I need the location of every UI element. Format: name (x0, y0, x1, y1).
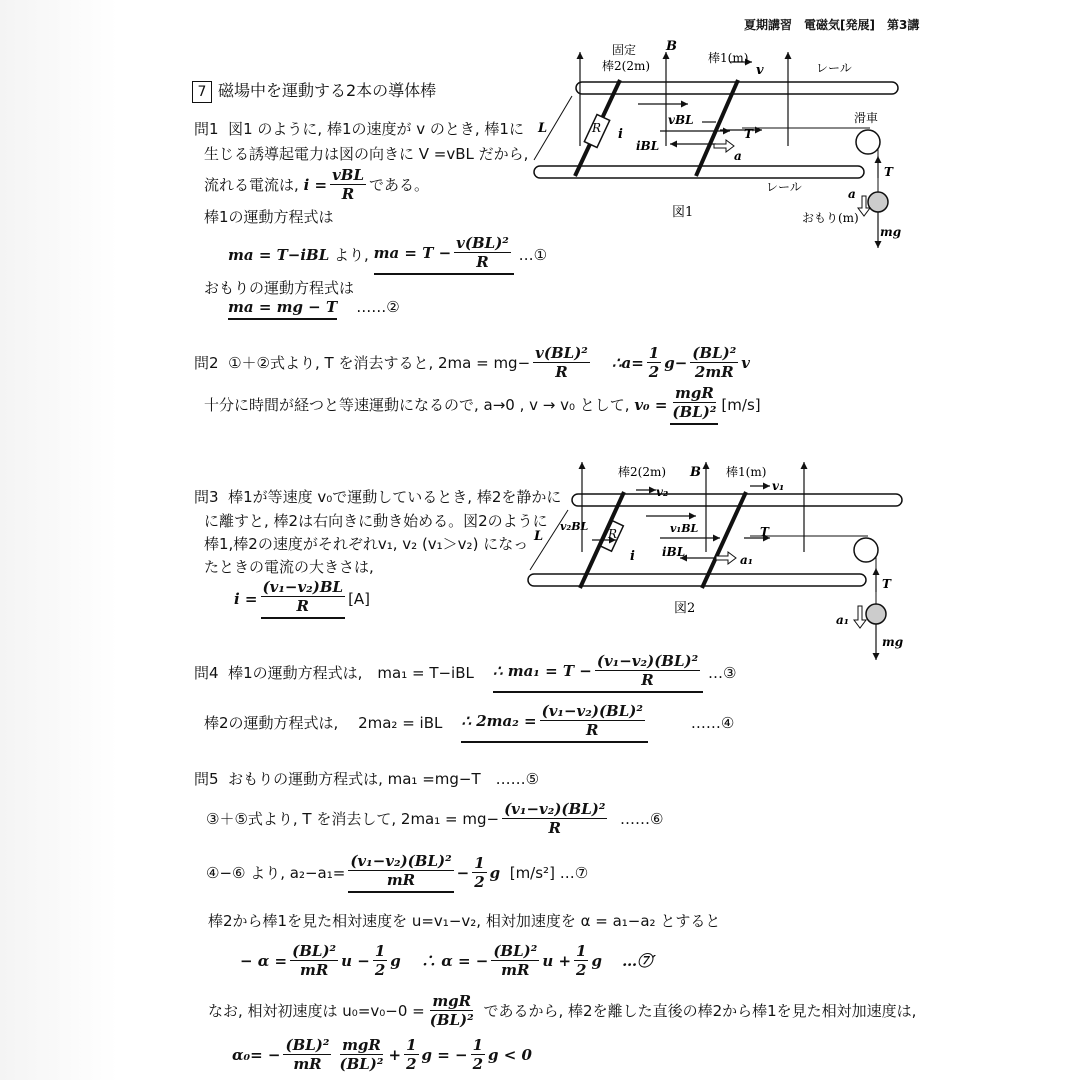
section-title-text: 磁場中を運動する2本の導体棒 (218, 81, 437, 100)
q2-text2: ∴a= (611, 353, 644, 372)
q5-line5 (240, 942, 656, 979)
q2-unit: [m/s] (721, 395, 761, 414)
section-title (192, 78, 436, 103)
figure-2 (520, 456, 920, 666)
q2-f3-den: 2mR (694, 363, 734, 381)
fig1-iBL-label: iBL (636, 139, 660, 153)
q3-current (234, 578, 370, 619)
q1-i-eq: i = (303, 175, 328, 194)
q2-line1 (194, 344, 750, 381)
fig1-vBL-label: vBL (668, 113, 694, 127)
q5-line5-b: u − (341, 951, 370, 970)
q5-line5-a: − α = (240, 951, 288, 970)
q2-f3-num: (BL)² (692, 344, 737, 362)
fig2-L-label: L (534, 529, 544, 544)
q5-line3 (206, 852, 588, 893)
q3-unit: [A] (348, 589, 371, 608)
fig1-T-label: T (744, 127, 753, 141)
q1-eom1-num: v(BL)² (456, 234, 509, 252)
fig1-fixed-label: 固定 (612, 43, 637, 57)
fig2-T2-label: T (882, 577, 891, 591)
q5-line4: 棒2から棒1を見た相対速度を u=v₁−v₂, 相対加速度を α = a₁−a₂ とすると (208, 912, 721, 930)
fig2-iBL-label: iBL (662, 545, 686, 559)
fig1-a-arrow (714, 140, 734, 152)
fig1-weight (868, 192, 888, 212)
q5-f3-den: mR (386, 871, 416, 889)
q5-f3-num: (v₁−v₂)(BL)² (350, 852, 452, 870)
q4-f1-num: (v₁−v₂)(BL)² (596, 652, 699, 670)
q4-line1-text: 棒1の運動方程式は, ma₁ = T−iBL (228, 664, 474, 682)
q5-line7-a: α₀= − (232, 1045, 281, 1064)
q5-f5d-num: 1 (576, 942, 587, 960)
q5-line5-c: g ∴ α = − (390, 952, 489, 970)
q5-tag3: …⑦ (559, 863, 589, 882)
q4-tag2: ……④ (690, 713, 735, 732)
q3-line3: たときの電流の大きさは, (204, 558, 374, 576)
q5-f7b-den: (BL)² (339, 1055, 384, 1073)
fig2-a1-label: a₁ (740, 553, 754, 567)
q5-line3-g: g (489, 863, 501, 882)
fig2-T-label: T (760, 525, 769, 539)
q4-result2 (461, 702, 647, 743)
q1-eom2-tag: ……② (356, 298, 400, 316)
q4-line2-text: 棒2の運動方程式は, 2ma₂ = iBL (204, 714, 443, 732)
fig2-v1-label: v₁ (772, 479, 785, 493)
q1-i-den: R (341, 185, 355, 203)
q4-label: 問4 (194, 664, 219, 682)
fig1-pulley-label: 滑車 (854, 111, 879, 125)
fig2-v2BL-label: v₂BL (560, 520, 589, 533)
q1-current (204, 166, 429, 203)
q5-f6-den: (BL)² (429, 1011, 474, 1029)
fig1-mg-label: mg (880, 225, 902, 239)
q5-f2-num: (v₁−v₂)(BL)² (504, 800, 606, 818)
q4-tag1: …③ (707, 663, 737, 682)
q4-f2-num: (v₁−v₂)(BL)² (541, 702, 643, 720)
q1-eom1-title: 棒1の運動方程式は (204, 208, 334, 226)
q2-f2-num: 1 (648, 344, 660, 362)
q1-eom2-eq: ma = mg − T (228, 298, 337, 320)
q2-v0-den: (BL)² (672, 403, 717, 421)
fig2-pulley (854, 538, 878, 562)
q5-f5-num: (BL)² (292, 942, 337, 960)
q5-f5b-den: 2 (374, 961, 386, 979)
q5-line3-unit: [m/s²] (509, 863, 555, 882)
q5-f7d-den: 2 (472, 1055, 484, 1073)
section-number: 7 (192, 81, 212, 103)
fig2-weight (866, 604, 886, 624)
q5-f7b-num: mgR (342, 1036, 381, 1054)
fig1-rod1-label: 棒1(m) (708, 51, 749, 65)
q1-label: 問1 (194, 120, 219, 138)
q5-f3b-den: 2 (474, 873, 485, 891)
q5-line6-a: なお, 相対初速度は u₀=v₀−0 = (208, 1002, 425, 1020)
fig2-v2-label: v₂ (656, 485, 669, 499)
q3-i-eq: i = (234, 589, 258, 608)
fig1-a2-label: a (848, 187, 856, 201)
q5-line2 (206, 800, 663, 837)
q1-i-num: vBL (332, 166, 365, 184)
q5-f6-num: mgR (432, 992, 472, 1010)
q5-f7a-num: (BL)² (285, 1036, 330, 1054)
q3-line2: 棒1,棒2の速度がそれぞれv₁, v₂ (v₁＞v₂) になっ (204, 535, 529, 553)
q1-line3-post: である。 (369, 176, 430, 194)
figure-1 (520, 36, 920, 256)
q5-f5d-den: 2 (576, 961, 587, 979)
fig1-rod2-label: 棒2(2m) (602, 59, 651, 73)
q2-label: 問2 (194, 354, 219, 372)
fig1-a-label: a (734, 149, 742, 163)
fig2-B-label: B (690, 465, 701, 480)
fig2-a1w-label: a₁ (836, 613, 850, 627)
page-edge-shadow (0, 0, 118, 1080)
fig1-L-label: L (538, 121, 548, 136)
q1-eom1-den: R (476, 253, 489, 271)
q2-v0-eq: v₀ = (634, 395, 668, 414)
fig1-rail-bottom-label: レール (766, 180, 802, 194)
fig1-pulley (856, 130, 880, 154)
q5-line5-d: u + (542, 951, 572, 970)
q2-text1: ①＋②式より, T を消去すると, 2ma = mg− (228, 354, 531, 372)
q3-line1 (194, 486, 561, 507)
q2-text3: g− (664, 353, 688, 372)
fig2-mg-label: mg (882, 635, 904, 649)
q3-line1b: に離すと, 棒2は右向きに動き始める。図2のように (204, 512, 548, 530)
q4-line1-res: ∴ ma₁ = T − (492, 661, 592, 680)
q1-eom1-a: ma = T−iBL (228, 245, 330, 264)
q5-line1 (194, 768, 539, 789)
q2-v0-num: mgR (675, 384, 714, 402)
q2-line2-text: 十分に時間が経つと等速運動になるので, a→0 , v → v₀ として, (204, 396, 630, 414)
q5-f5c-den: mR (501, 961, 530, 979)
q5-line6-b: であるから, 棒2を離した直後の棒2から棒1を見た相対加速度は, (483, 1002, 917, 1020)
fig1-v-label: v (756, 63, 764, 78)
q5-f7c-den: 2 (406, 1055, 417, 1073)
q4-line2-res: ∴ 2ma₂ = (461, 711, 537, 730)
q4-f1-den: R (641, 671, 654, 689)
q4-f2-den: R (586, 721, 599, 739)
fig1-T2-label: T (884, 165, 893, 179)
q1-eom1-yori: より, (334, 246, 369, 264)
fig2-R-label: R (608, 527, 618, 541)
q1-eom1-b: ma = T − (373, 243, 452, 262)
q2-f2-den: 2 (648, 363, 660, 381)
q5-tag2: ……⑥ (619, 809, 664, 828)
fig1-B-label: B (666, 39, 677, 54)
q5-line7-c: g = − (421, 1045, 468, 1064)
fig1-i-label: i (618, 127, 623, 142)
q2-text4: v (741, 353, 751, 372)
q5-f5-den: mR (299, 961, 329, 979)
q1-eom1-underlined (374, 234, 514, 275)
q5-line3-mid: − (456, 863, 470, 882)
q5-f7c-num: 1 (406, 1036, 417, 1054)
q3-i-den: R (296, 597, 310, 615)
q4-line2 (204, 702, 734, 743)
fig2-i-label: i (630, 549, 635, 564)
q5-f7d-num: 1 (472, 1036, 484, 1054)
fig2-caption: 図2 (674, 601, 696, 616)
q5-line6 (208, 992, 916, 1029)
q1-eom2 (228, 298, 400, 316)
q3-line1-text: 棒1が等速度 v₀で運動しているとき, 棒2を静かに (228, 488, 562, 506)
fig1-weight-label: おもり(m) (802, 211, 859, 225)
fig2-rod1-label: 棒1(m) (726, 465, 767, 479)
q5-line7-b: + (388, 1045, 402, 1064)
q2-line2 (204, 384, 761, 425)
q5-line5-e: g …⑦′ (591, 952, 657, 970)
q5-f5b-num: 1 (374, 942, 386, 960)
q1-eom1-tag: …① (518, 245, 548, 264)
q1-eom1 (228, 234, 547, 275)
q5-label: 問5 (194, 770, 219, 788)
q2-f1-num: v(BL)² (535, 344, 588, 362)
fig1-caption: 図1 (672, 205, 694, 220)
fig2-rail-bottom (528, 574, 866, 586)
q5-f2-den: R (548, 819, 561, 837)
q1-line1-text: 図1 のように, 棒1の速度が v のとき, 棒1に (228, 120, 524, 138)
q1-line3-pre: 流れる電流は, (204, 176, 299, 194)
q5-line1-text: おもりの運動方程式は, ma₁ =mg−T ……⑤ (228, 770, 540, 788)
q3-i-num: (v₁−v₂)BL (262, 578, 344, 596)
fig2-v1BL-label: v₁BL (670, 522, 699, 535)
q1-line1 (194, 118, 524, 139)
fig1-R-label: R (592, 121, 602, 135)
q5-line3-text: ④−⑥ より, a₂−a₁= (206, 864, 346, 882)
fig1-rail-top-label: レール (816, 61, 852, 75)
q3-label: 問3 (194, 488, 219, 506)
q5-f5c-num: (BL)² (493, 942, 538, 960)
fig2-rod2-label: 棒2(2m) (618, 465, 667, 479)
q5-f7a-den: mR (293, 1055, 322, 1073)
page-header: 夏期講習 電磁気[発展] 第3講 (744, 18, 920, 32)
q5-f3b-num: 1 (474, 854, 485, 872)
fig2-a1-arrow-down (854, 606, 866, 628)
q5-line2-text: ③＋⑤式より, T を消去して, 2ma₁ = mg− (206, 810, 500, 828)
q1-eom2-title: おもりの運動方程式は (204, 279, 355, 297)
q1-line2: 生じる誘導起電力は図の向きに V =vBL だから, (204, 145, 529, 163)
q5-line7 (232, 1036, 532, 1073)
q5-line7-d: g < 0 (488, 1045, 532, 1064)
q2-f1-den: R (555, 363, 568, 381)
